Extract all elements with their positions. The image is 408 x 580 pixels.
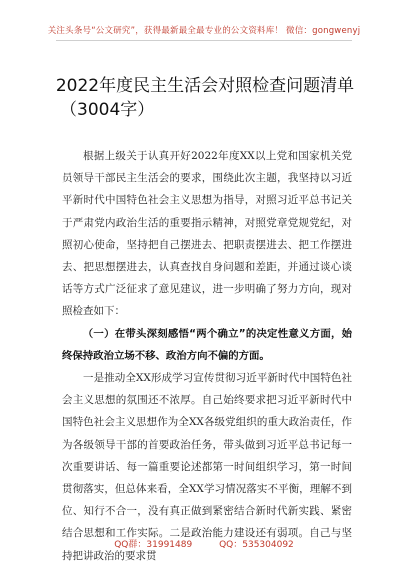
footer-qq: QQ：535304092 — [219, 540, 294, 550]
section-heading: （一）在带头深刻感悟“两个确立”的决定性意义方面，始终保持政治立场不移、政治方向不偏的方面。 — [62, 327, 352, 362]
title-line-2: （3004字） — [60, 100, 155, 120]
footer-qq-group: QQ群：31991489 — [114, 540, 193, 550]
intro-paragraph: 根据上级关于认真开好2022年度XX以上党和国家机关党员领导干部民主生活会的要求，围绕此次主题，我坚持以习近平新时代中国特色社会主义思想为指导，对照习近平总书记关于严肃党内政治生活的重要指示精神，对照党章党规党纪，对照初心使命，坚持把自己摆进去、把职责摆进去、把工作摆进去、把思想摆进去，认真查找自身问题和差距，并通过谈心谈话等方式广泛征求了意见建议，进一步明确了努力方向，现对照检查如下： — [62, 150, 352, 318]
title-line-1: 2022年度民主生活会对照检查问题清单 — [55, 76, 355, 96]
section-paragraph: 一是推动全XX形成学习宣传贯彻习近平新时代中国特色社会主义思想的氛围还不浓厚。自己始终要求把习近平新时代中国特色社会主义思想作为全XX各级党组织的重大政治责任，作为各级领导干部的首要政治任务，带头做到习近平总书记每一次重要讲话、每一篇重要论述都第一时间组织学习，第一时间贯彻落实，但总体来看，全XX学习情况落实不平衡，理解不到位、知行不合一，没有真正做到紧密结合新时代新实践、紧密结合思想和工作实际。二是政治能力建设还有弱项。自己与坚持把讲政治的要求贯 — [62, 372, 352, 562]
header-promo-note: 关注头条号“公文研究”，获得最新最全最专业的公文资料库！ 微信：gongwenyj — [47, 26, 361, 36]
document-body — [62, 145, 352, 567]
footer-contact — [0, 537, 408, 550]
document-title — [0, 74, 408, 122]
header-divider — [56, 40, 352, 41]
